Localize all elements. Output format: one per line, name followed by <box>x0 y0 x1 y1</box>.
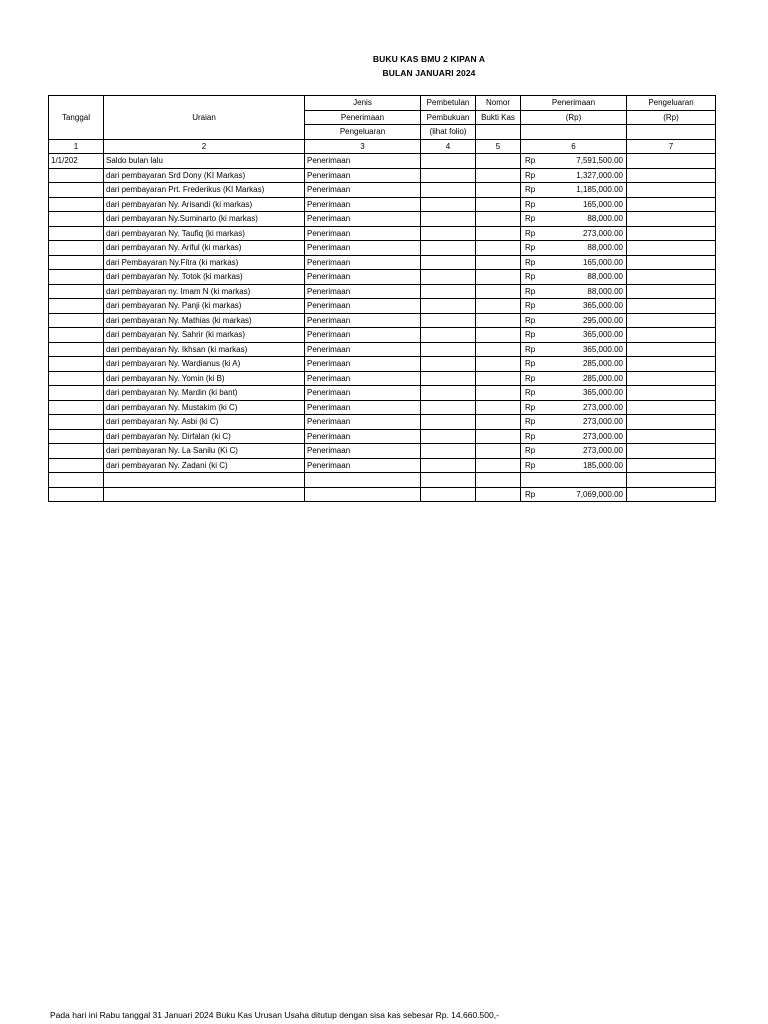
tanggal-cell: 1/1/202 <box>49 154 104 169</box>
header-row-1 <box>49 96 716 111</box>
column-number: 2 <box>104 139 305 154</box>
uraian-cell: dari Pembayaran Ny.Fitra (ki markas) <box>104 255 305 270</box>
table-row <box>49 284 716 299</box>
penerimaan-cell <box>521 255 627 270</box>
tanggal-cell <box>49 183 104 198</box>
tanggal-cell <box>49 212 104 227</box>
nomor-cell <box>476 183 521 198</box>
nomor-cell <box>476 429 521 444</box>
nomor-cell <box>476 284 521 299</box>
cash-ledger-table <box>48 95 716 502</box>
tanggal-cell <box>49 357 104 372</box>
uraian-cell: dari pembayaran Ny. Panji (ki markas) <box>104 299 305 314</box>
header-nomor-2: Bukti Kas <box>476 110 521 125</box>
table-row <box>49 154 716 169</box>
pengeluaran-cell <box>627 342 716 357</box>
nomor-cell <box>476 168 521 183</box>
tanggal-cell <box>49 197 104 212</box>
table-row <box>49 357 716 372</box>
empty-cell <box>627 473 716 488</box>
table-row <box>49 429 716 444</box>
pembetulan-cell <box>421 313 476 328</box>
jenis-cell: Penerimaan <box>305 400 421 415</box>
column-number: 5 <box>476 139 521 154</box>
table-row <box>49 299 716 314</box>
pengeluaran-cell <box>627 226 716 241</box>
column-number: 7 <box>627 139 716 154</box>
total-row <box>49 487 716 502</box>
uraian-cell: dari pembayaran Prt. Frederikus (KI Markas) <box>104 183 305 198</box>
total-empty-cell <box>421 487 476 502</box>
tanggal-cell <box>49 371 104 386</box>
table-row <box>49 168 716 183</box>
penerimaan-cell <box>521 328 627 343</box>
nomor-cell <box>476 226 521 241</box>
table-row <box>49 183 716 198</box>
penerimaan-cell <box>521 270 627 285</box>
currency-label: Rp <box>525 402 536 412</box>
nomor-cell <box>476 154 521 169</box>
penerimaan-cell <box>521 183 627 198</box>
nomor-cell <box>476 458 521 473</box>
pembetulan-cell <box>421 241 476 256</box>
empty-cell <box>49 473 104 488</box>
uraian-cell: dari pembayaran Ny. Asbi (ki C) <box>104 415 305 430</box>
amount-value: 365,000.00 <box>582 301 623 310</box>
nomor-cell <box>476 415 521 430</box>
pembetulan-cell <box>421 183 476 198</box>
uraian-cell: dari pembayaran Ny. Dirfalan (ki C) <box>104 429 305 444</box>
pembetulan-cell <box>421 357 476 372</box>
pengeluaran-cell <box>627 154 716 169</box>
pengeluaran-cell <box>627 357 716 372</box>
table-row <box>49 328 716 343</box>
currency-label: Rp <box>525 373 536 383</box>
currency-label: Rp <box>525 388 536 397</box>
tanggal-cell <box>49 284 104 299</box>
jenis-cell: Penerimaan <box>305 299 421 314</box>
pengeluaran-cell <box>627 400 716 415</box>
pembetulan-cell <box>421 400 476 415</box>
jenis-cell: Penerimaan <box>305 429 421 444</box>
total-pengeluaran-cell <box>627 487 716 502</box>
pengeluaran-cell <box>627 241 716 256</box>
uraian-cell: dari pembayaran Ny. La Sanilu (Ki C) <box>104 444 305 459</box>
penerimaan-cell <box>521 241 627 256</box>
amount-value: 88,000.00 <box>587 286 623 296</box>
nomor-cell <box>476 400 521 415</box>
currency-label: Rp <box>525 199 536 209</box>
currency-label: Rp <box>525 272 536 281</box>
tanggal-cell <box>49 168 104 183</box>
total-penerimaan-cell <box>521 487 627 502</box>
jenis-cell: Penerimaan <box>305 444 421 459</box>
tanggal-cell <box>49 313 104 328</box>
currency-label: Rp <box>525 185 536 194</box>
jenis-cell: Penerimaan <box>305 168 421 183</box>
tanggal-cell <box>49 415 104 430</box>
jenis-cell: Penerimaan <box>305 284 421 299</box>
pengeluaran-cell <box>627 328 716 343</box>
nomor-cell <box>476 255 521 270</box>
pengeluaran-cell <box>627 299 716 314</box>
table-row <box>49 371 716 386</box>
jenis-cell: Penerimaan <box>305 313 421 328</box>
pembetulan-cell <box>421 270 476 285</box>
pengeluaran-cell <box>627 255 716 270</box>
uraian-cell: dari pembayaran Ny. Ikhsan (ki markas) <box>104 342 305 357</box>
table-row <box>49 400 716 415</box>
amount-value: 285,000.00 <box>582 359 623 368</box>
penerimaan-cell <box>521 212 627 227</box>
uraian-cell: dari pembayaran Srd Dony (KI Markas) <box>104 168 305 183</box>
penerimaan-cell <box>521 444 627 459</box>
tanggal-cell <box>49 458 104 473</box>
header-nomor-1: Nomor <box>476 96 521 111</box>
pengeluaran-cell <box>627 415 716 430</box>
amount-value: 7,069,000.00 <box>576 489 623 499</box>
uraian-cell: dari pembayaran Ny.Suminarto (ki markas) <box>104 212 305 227</box>
uraian-cell: dari pembayaran Ny. Wardianus (ki A) <box>104 357 305 372</box>
column-number: 3 <box>305 139 421 154</box>
amount-value: 273,000.00 <box>582 446 623 455</box>
tanggal-cell <box>49 386 104 401</box>
pengeluaran-cell <box>627 429 716 444</box>
amount-value: 365,000.00 <box>582 344 623 354</box>
pembetulan-cell <box>421 444 476 459</box>
empty-cell <box>521 473 627 488</box>
penerimaan-cell <box>521 400 627 415</box>
pembetulan-cell <box>421 386 476 401</box>
pembetulan-cell <box>421 255 476 270</box>
amount-value: 88,000.00 <box>587 214 623 223</box>
uraian-cell: dari pembayaran ny. Imam N (ki markas) <box>104 284 305 299</box>
total-empty-cell <box>305 487 421 502</box>
header-pembetulan-3: (lihat folio) <box>421 125 476 140</box>
penerimaan-cell <box>521 299 627 314</box>
pengeluaran-cell <box>627 458 716 473</box>
currency-label: Rp <box>525 243 536 252</box>
header-uraian: Uraian <box>104 96 305 140</box>
empty-cell <box>421 473 476 488</box>
nomor-cell <box>476 270 521 285</box>
nomor-cell <box>476 444 521 459</box>
currency-label: Rp <box>525 315 536 325</box>
column-number-row <box>49 139 716 154</box>
amount-value: 273,000.00 <box>582 417 623 426</box>
document-subtitle: BULAN JANUARI 2024 <box>382 68 476 78</box>
amount-value: 88,000.00 <box>587 272 623 281</box>
pengeluaran-cell <box>627 183 716 198</box>
closing-statement: Pada hari ini Rabu tanggal 31 Januari 2024 Buku Kas Urusan Usaha ditutup dengan sisa kas sebesar Rp. 14.660.500,- <box>50 1010 499 1020</box>
currency-label: Rp <box>525 228 536 238</box>
tanggal-cell <box>49 429 104 444</box>
currency-label: Rp <box>525 344 536 354</box>
penerimaan-cell <box>521 429 627 444</box>
header-jenis-3: Pengeluaran <box>305 125 421 140</box>
jenis-cell: Penerimaan <box>305 386 421 401</box>
amount-value: 165,000.00 <box>582 199 623 209</box>
uraian-cell: dari pembayaran Ny. Mathias (ki markas) <box>104 313 305 328</box>
amount-value: 165,000.00 <box>582 257 623 267</box>
empty-cell <box>104 473 305 488</box>
jenis-cell: Penerimaan <box>305 183 421 198</box>
tanggal-cell <box>49 241 104 256</box>
penerimaan-cell <box>521 154 627 169</box>
currency-label: Rp <box>525 286 536 296</box>
pembetulan-cell <box>421 226 476 241</box>
pengeluaran-cell <box>627 444 716 459</box>
penerimaan-cell <box>521 197 627 212</box>
currency-label: Rp <box>525 214 536 223</box>
table-row <box>49 226 716 241</box>
tanggal-cell <box>49 270 104 285</box>
empty-row <box>49 473 716 488</box>
pengeluaran-cell <box>627 168 716 183</box>
header-tanggal: Tanggal <box>49 96 104 140</box>
amount-value: 365,000.00 <box>582 388 623 397</box>
jenis-cell: Penerimaan <box>305 241 421 256</box>
amount-value: 273,000.00 <box>582 402 623 412</box>
currency-label: Rp <box>525 446 536 455</box>
penerimaan-cell <box>521 284 627 299</box>
currency-label: Rp <box>525 330 536 339</box>
table-row <box>49 255 716 270</box>
pembetulan-cell <box>421 342 476 357</box>
currency-label: Rp <box>525 359 536 368</box>
total-empty-cell <box>104 487 305 502</box>
total-empty-cell <box>476 487 521 502</box>
amount-value: 285,000.00 <box>582 373 623 383</box>
total-empty-cell <box>49 487 104 502</box>
currency-label: Rp <box>525 460 536 470</box>
table-row <box>49 415 716 430</box>
column-number: 1 <box>49 139 104 154</box>
table-row <box>49 342 716 357</box>
pengeluaran-cell <box>627 386 716 401</box>
table-row <box>49 197 716 212</box>
currency-label: Rp <box>525 257 536 267</box>
amount-value: 273,000.00 <box>582 228 623 238</box>
penerimaan-cell <box>521 415 627 430</box>
tanggal-cell <box>49 226 104 241</box>
pembetulan-cell <box>421 371 476 386</box>
pengeluaran-cell <box>627 284 716 299</box>
currency-label: Rp <box>525 489 536 499</box>
pembetulan-cell <box>421 328 476 343</box>
table-row <box>49 270 716 285</box>
amount-value: 88,000.00 <box>587 243 623 252</box>
amount-value: 1,327,000.00 <box>576 170 623 180</box>
jenis-cell: Penerimaan <box>305 226 421 241</box>
header-nomor-3 <box>476 125 521 140</box>
nomor-cell <box>476 357 521 372</box>
jenis-cell: Penerimaan <box>305 371 421 386</box>
tanggal-cell <box>49 342 104 357</box>
uraian-cell: dari pembayaran Ny. Mardin (ki bant) <box>104 386 305 401</box>
table-row <box>49 458 716 473</box>
table-row <box>49 212 716 227</box>
pembetulan-cell <box>421 154 476 169</box>
pembetulan-cell <box>421 212 476 227</box>
jenis-cell: Penerimaan <box>305 415 421 430</box>
currency-label: Rp <box>525 156 536 165</box>
header-jenis-1: Jenis <box>305 96 421 111</box>
tanggal-cell <box>49 328 104 343</box>
header-penerimaan-1: Penerimaan <box>521 96 627 111</box>
jenis-cell: Penerimaan <box>305 342 421 357</box>
uraian-cell: dari pembayaran Ny. Yomin (ki B) <box>104 371 305 386</box>
amount-value: 1,185,000.00 <box>576 185 623 194</box>
tanggal-cell <box>49 444 104 459</box>
currency-label: Rp <box>525 170 536 180</box>
pengeluaran-cell <box>627 371 716 386</box>
column-number: 6 <box>521 139 627 154</box>
header-pembetulan-1: Pembetulan <box>421 96 476 111</box>
jenis-cell: Penerimaan <box>305 328 421 343</box>
pembetulan-cell <box>421 284 476 299</box>
pengeluaran-cell <box>627 197 716 212</box>
uraian-cell: Saldo bulan lalu <box>104 154 305 169</box>
jenis-cell: Penerimaan <box>305 154 421 169</box>
uraian-cell: dari pembayaran Ny. Sahrir (ki markas) <box>104 328 305 343</box>
document-title: BUKU KAS BMU 2 KIPAN A <box>372 54 486 64</box>
jenis-cell: Penerimaan <box>305 270 421 285</box>
amount-value: 273,000.00 <box>582 431 623 441</box>
amount-value: 295,000.00 <box>582 315 623 325</box>
column-number: 4 <box>421 139 476 154</box>
penerimaan-cell <box>521 168 627 183</box>
penerimaan-cell <box>521 386 627 401</box>
table-row <box>49 386 716 401</box>
uraian-cell: dari pembayaran Ny. Totok (ki markas) <box>104 270 305 285</box>
jenis-cell: Penerimaan <box>305 212 421 227</box>
uraian-cell: dari pembayaran Ny. Arisandi (ki markas) <box>104 197 305 212</box>
jenis-cell: Penerimaan <box>305 458 421 473</box>
tanggal-cell <box>49 255 104 270</box>
currency-label: Rp <box>525 417 536 426</box>
penerimaan-cell <box>521 357 627 372</box>
nomor-cell <box>476 212 521 227</box>
penerimaan-cell <box>521 313 627 328</box>
jenis-cell: Penerimaan <box>305 357 421 372</box>
amount-value: 365,000.00 <box>582 330 623 339</box>
pengeluaran-cell <box>627 270 716 285</box>
pembetulan-cell <box>421 429 476 444</box>
penerimaan-cell <box>521 226 627 241</box>
pembetulan-cell <box>421 197 476 212</box>
uraian-cell: dari pembayaran Ny. Zadani (ki C) <box>104 458 305 473</box>
uraian-cell: dari pembayaran Ny. Mustakim (ki C) <box>104 400 305 415</box>
jenis-cell: Penerimaan <box>305 255 421 270</box>
nomor-cell <box>476 342 521 357</box>
nomor-cell <box>476 299 521 314</box>
empty-cell <box>305 473 421 488</box>
nomor-cell <box>476 197 521 212</box>
table-row <box>49 241 716 256</box>
tanggal-cell <box>49 400 104 415</box>
tanggal-cell <box>49 299 104 314</box>
nomor-cell <box>476 313 521 328</box>
pembetulan-cell <box>421 415 476 430</box>
penerimaan-cell <box>521 458 627 473</box>
amount-value: 7,591,500.00 <box>576 156 623 165</box>
pengeluaran-cell <box>627 313 716 328</box>
amount-value: 185,000.00 <box>582 460 623 470</box>
nomor-cell <box>476 386 521 401</box>
header-penerimaan-2: (Rp) <box>521 110 627 125</box>
pembetulan-cell <box>421 458 476 473</box>
header-pengeluaran-3 <box>627 125 716 140</box>
table-row <box>49 444 716 459</box>
penerimaan-cell <box>521 371 627 386</box>
penerimaan-cell <box>521 342 627 357</box>
pembetulan-cell <box>421 168 476 183</box>
header-pengeluaran-2: (Rp) <box>627 110 716 125</box>
nomor-cell <box>476 241 521 256</box>
header-pembetulan-2: Pembukuan <box>421 110 476 125</box>
header-jenis-2: Penerimaan <box>305 110 421 125</box>
empty-cell <box>476 473 521 488</box>
pembetulan-cell <box>421 299 476 314</box>
nomor-cell <box>476 371 521 386</box>
uraian-cell: dari pembayaran Ny. Ariful (ki markas) <box>104 241 305 256</box>
nomor-cell <box>476 328 521 343</box>
jenis-cell: Penerimaan <box>305 197 421 212</box>
header-penerimaan-3 <box>521 125 627 140</box>
uraian-cell: dari pembayaran Ny. Taufiq (ki markas) <box>104 226 305 241</box>
header-pengeluaran-1: Pengeluaran <box>627 96 716 111</box>
pengeluaran-cell <box>627 212 716 227</box>
currency-label: Rp <box>525 431 536 441</box>
table-row <box>49 313 716 328</box>
currency-label: Rp <box>525 301 536 310</box>
